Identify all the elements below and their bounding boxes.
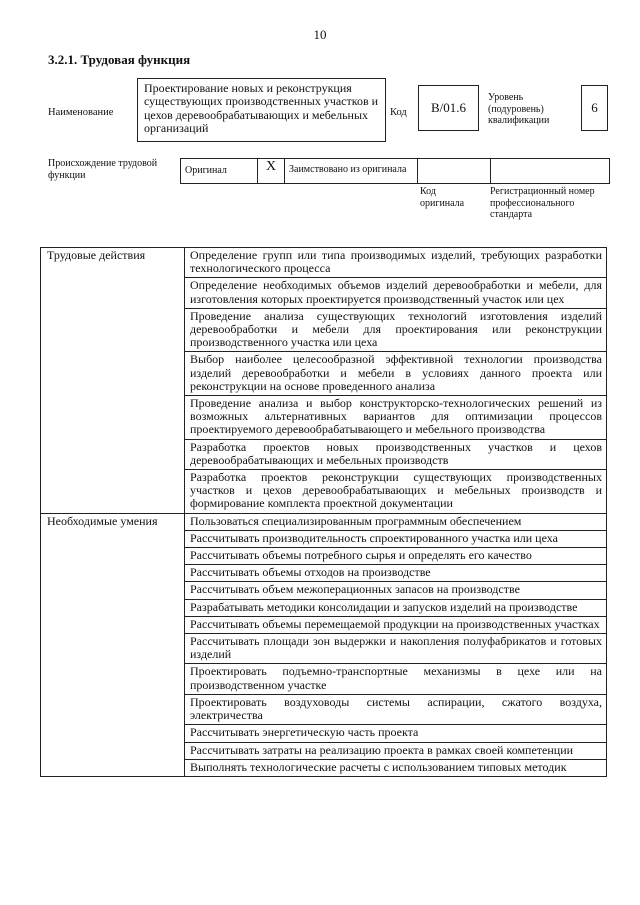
code-label: Код xyxy=(390,107,407,118)
labor-action-item: Определение групп или типа производимых изделий, требующих разработки технологического процесса xyxy=(185,248,607,278)
skill-item: Выполнять технологические расчеты с использованием типовых методик xyxy=(185,759,607,776)
skill-item: Рассчитывать объем межоперационных запасов на производстве xyxy=(185,582,607,599)
code-original-label: Код оригинала xyxy=(420,186,465,209)
skill-item: Рассчитывать площади зон выдержки и накопления полуфабрикатов и готовых изделий xyxy=(185,634,607,664)
origin-table xyxy=(180,158,610,184)
skills-label: Необходимые умения xyxy=(41,513,185,776)
original-label: Оригинал xyxy=(185,165,227,176)
section-title: 3.2.1. Трудовая функция xyxy=(48,52,191,67)
skill-item: Пользоваться специализированным программным обеспечением xyxy=(185,513,607,530)
table-row xyxy=(41,513,607,530)
borrowed-cell xyxy=(285,159,418,184)
skill-item: Проектировать подъемно-транспортные механизмы в цехе или на производственном участке xyxy=(185,664,607,694)
level-label: Уровень (подуровень) квалификации xyxy=(488,92,550,126)
labor-action-item: Разработка проектов новых производственных участков и цехов деревообрабатывающих и мебельных производств xyxy=(185,439,607,469)
borrowed-label: Заимствовано из оригинала xyxy=(289,164,407,175)
table-row xyxy=(41,248,607,278)
skill-item: Рассчитывать объемы перемещаемой продукции на производственных участках xyxy=(185,616,607,633)
reg-number-cell xyxy=(491,159,610,184)
labor-action-item: Разработка проектов реконструкции существующих производственных участков и цехов деревообрабатывающих и мебельных производств и формирование комплекта проектной документации xyxy=(185,470,607,514)
function-name-box: Проектирование новых и реконструкция существующих производственных участков и цехов деревообрабатывающих и мебельных организаций xyxy=(137,78,386,142)
original-cell xyxy=(181,159,258,184)
level-value: 6 xyxy=(581,85,608,131)
code-value: B/01.6 xyxy=(418,85,479,131)
skill-item: Рассчитывать энергетическую часть проекта xyxy=(185,725,607,742)
labor-action-item: Проведение анализа существующих технологий изготовления изделий деревообработки и мебели для проектирования или реконструкции производственного участка или цеха xyxy=(185,308,607,352)
labor-action-item: Выбор наиболее целесообразной эффективной технологии производства изделий деревообработки и мебели в условиях данного проекта или реконструкции на основе проведенного анализа xyxy=(185,352,607,396)
labor-action-item: Определение необходимых объемов изделий деревообработки и мебели, для изготовления которых проектируется производственный участок или цех xyxy=(185,278,607,308)
original-mark: X xyxy=(258,159,285,184)
skill-item: Рассчитывать объемы потребного сырья и определять его качество xyxy=(185,548,607,565)
name-label: Наименование xyxy=(48,107,114,118)
labor-action-item: Проведение анализа и выбор конструкторско-технологических решений из возможных альтернативных вариантов для оптимизации процессов проектируемого деревообрабатывающего и мебельного производства xyxy=(185,396,607,440)
code-original-cell xyxy=(418,159,491,184)
skill-item: Проектировать воздуховоды системы аспирации, сжатого воздуха, электричества xyxy=(185,694,607,724)
function-details-table xyxy=(40,247,607,777)
skill-item: Рассчитывать производительность спроектированного участка или цеха xyxy=(185,530,607,547)
skill-item: Рассчитывать затраты на реализацию проекта в рамках своей компетенции xyxy=(185,742,607,759)
labor-actions-label: Трудовые действия xyxy=(41,248,185,514)
reg-number-label: Регистрационный номер профессионального стандарта xyxy=(490,186,595,220)
skill-item: Разрабатывать методики консолидации и запусков изделий на производстве xyxy=(185,599,607,616)
origin-label: Происхождение трудовой функции xyxy=(48,158,158,181)
skill-item: Рассчитывать объемы отходов на производстве xyxy=(185,565,607,582)
page-number: 10 xyxy=(313,27,327,42)
